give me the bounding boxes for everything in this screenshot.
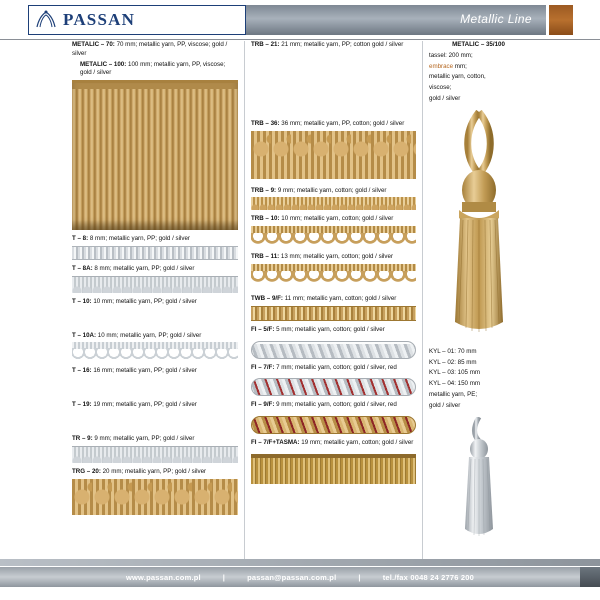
list-item bbox=[251, 41, 416, 76]
list-item bbox=[72, 298, 238, 327]
braid-silver-16mm bbox=[72, 378, 238, 396]
header-band bbox=[246, 5, 546, 35]
product-label bbox=[72, 435, 238, 444]
product-desc: 16 mm; metallic yarn, PP; gold / silver bbox=[91, 367, 197, 375]
footer-top-band bbox=[0, 559, 600, 566]
list-item bbox=[72, 367, 238, 396]
loop-braid-gold-13mm bbox=[251, 264, 416, 290]
tassel-spec-line-5: gold / silver bbox=[429, 94, 461, 102]
list-item bbox=[72, 41, 238, 230]
product-label bbox=[72, 235, 238, 244]
list-item bbox=[72, 332, 238, 363]
braid-silver-8mm bbox=[72, 246, 238, 260]
product-label bbox=[251, 41, 416, 50]
product-label bbox=[251, 253, 416, 262]
list-item bbox=[251, 215, 416, 248]
page-header bbox=[0, 0, 600, 40]
product-desc: 9 mm; metallic yarn, PP; gold / silver bbox=[92, 434, 195, 442]
page-footer bbox=[0, 559, 600, 600]
phone-text: tel./fax 0048 24 2776 200 bbox=[382, 572, 475, 582]
product-code: TRB – 9: bbox=[251, 186, 277, 194]
list-item bbox=[72, 401, 238, 430]
gimp-gold-9mm bbox=[251, 197, 416, 210]
product-label bbox=[251, 326, 416, 335]
header-band-title: Metallic Line bbox=[460, 12, 532, 26]
product-label bbox=[251, 439, 416, 448]
product-code: T – 8A: bbox=[72, 264, 93, 272]
footer-contact-bar bbox=[0, 567, 600, 587]
product-code: METALIC – 35/100 bbox=[452, 41, 505, 48]
product-columns bbox=[0, 41, 600, 559]
product-desc: 10 mm; metallic yarn, cotton; gold / silver bbox=[279, 215, 394, 223]
list-item bbox=[72, 468, 238, 515]
list-item bbox=[251, 187, 416, 211]
list-item bbox=[251, 295, 416, 321]
tassel-spec-line-4: viscose; bbox=[429, 84, 452, 92]
product-code: T – 19: bbox=[72, 401, 92, 409]
kyl-line-2: KYL – 02: 85 mm bbox=[429, 358, 477, 366]
product-code: FI – 5/F: bbox=[251, 325, 275, 333]
product-desc: 19 mm; metallic yarn, cotton; gold / silver bbox=[299, 439, 414, 447]
braid-silver-19mm bbox=[72, 412, 238, 430]
product-code: TWB – 9/F: bbox=[251, 294, 283, 302]
list-item bbox=[72, 435, 238, 463]
kyl-line-4: KYL – 04: 150 mm bbox=[429, 380, 481, 388]
column-3 bbox=[422, 41, 534, 559]
product-code: T – 10: bbox=[72, 297, 92, 305]
product-desc: 5 mm; metallic yarn, cotton; gold / silver bbox=[274, 325, 385, 333]
product-code: METALIC – 70: bbox=[72, 41, 115, 48]
braid-silver-10mm bbox=[72, 309, 238, 327]
product-desc: 20 mm; metallic yarn, PP; gold / silver bbox=[100, 467, 207, 475]
product-label bbox=[251, 401, 416, 410]
product-label bbox=[72, 367, 238, 376]
product-label bbox=[72, 332, 238, 341]
product-code-2: METALIC – 100: bbox=[80, 60, 127, 68]
header-color-square bbox=[549, 5, 573, 35]
kyl-material-2: gold / silver bbox=[429, 401, 461, 409]
product-code: TRB – 10: bbox=[251, 215, 280, 223]
column-1 bbox=[66, 41, 244, 559]
piping-cord-silver-red-7mm bbox=[251, 378, 416, 396]
product-desc: 19 mm; metallic yarn, PP; gold / silver bbox=[91, 401, 197, 409]
footer-separator-2: | bbox=[358, 572, 361, 582]
product-desc: 9 mm; metallic yarn, cotton; gold / silver bbox=[276, 186, 387, 194]
column-2 bbox=[244, 41, 422, 559]
list-item bbox=[251, 401, 416, 434]
kyl-material-1: metallic yarn, PE; bbox=[429, 390, 478, 398]
tassel-spec-line-2 bbox=[429, 63, 528, 72]
list-item bbox=[72, 265, 238, 293]
tassel-spec-line-1: tassel: 200 mm; bbox=[429, 51, 473, 59]
tassel-silver-kyl-series bbox=[429, 417, 528, 547]
embrace-link[interactable]: embrace bbox=[429, 62, 454, 70]
product-code: TRB – 11: bbox=[251, 253, 280, 261]
list-item bbox=[251, 439, 416, 484]
list-item bbox=[72, 235, 238, 260]
product-label bbox=[72, 468, 238, 477]
product-desc: 36 mm; metallic yarn, PP, cotton; gold / silver bbox=[279, 119, 405, 127]
product-code: FI – 7/F+TASMA: bbox=[251, 439, 300, 447]
product-label bbox=[251, 364, 416, 373]
product-label bbox=[251, 215, 416, 224]
tassel-spec-line-3: metallic yarn, cotton, bbox=[429, 73, 486, 81]
product-desc: 21 mm; metallic yarn, PP; cotton gold / silver bbox=[279, 41, 404, 48]
product-code: TR – 9: bbox=[72, 434, 93, 442]
floral-braid-gold-36mm bbox=[251, 131, 416, 179]
embrace-rest: mm; bbox=[453, 62, 467, 70]
product-label bbox=[72, 298, 238, 307]
product-label bbox=[251, 120, 416, 129]
list-item bbox=[251, 253, 416, 290]
email-link[interactable]: passan@passan.com.pl bbox=[247, 572, 337, 582]
list-item bbox=[251, 120, 416, 179]
product-desc: 7 mm; metallic yarn, cotton; gold / silver, red bbox=[274, 363, 397, 371]
bullion-fringe-gold bbox=[72, 80, 238, 230]
kyl-line-1: KYL – 01: 70 mm bbox=[429, 347, 477, 355]
product-desc: 70 mm; metallic yarn, PP, viscose; gold / silver bbox=[72, 41, 228, 57]
product-code: T – 16: bbox=[72, 367, 92, 375]
product-label bbox=[72, 401, 238, 410]
brand-logo-box bbox=[28, 5, 246, 35]
floral-braid-gold-21mm bbox=[251, 52, 416, 76]
floral-braid-gold-20mm bbox=[72, 479, 238, 515]
gimp-silver-8mm bbox=[72, 276, 238, 293]
footer-separator-1: | bbox=[222, 572, 226, 582]
product-label bbox=[72, 265, 238, 274]
loop-braid-silver-10mm bbox=[72, 342, 238, 362]
piping-cord-gold-red-9mm bbox=[251, 416, 416, 434]
crown-ornament-icon bbox=[35, 9, 57, 31]
product-label bbox=[251, 295, 416, 304]
product-label-secondary bbox=[72, 61, 238, 79]
product-label bbox=[251, 187, 416, 196]
product-desc: 10 mm; metallic yarn, PP; gold / silver bbox=[96, 331, 202, 339]
product-code: TRB – 36: bbox=[251, 119, 280, 127]
braid-gold-11mm bbox=[251, 306, 416, 321]
gimp-silver-9mm bbox=[72, 446, 238, 463]
product-desc: 8 mm; metallic yarn, PP; gold / silver bbox=[88, 235, 190, 243]
product-code: T – 8: bbox=[72, 235, 89, 243]
product-code: T – 10A: bbox=[72, 331, 97, 339]
loop-braid-gold-10mm bbox=[251, 226, 416, 248]
product-desc: 10 mm; metallic yarn, PP; gold / silver bbox=[91, 297, 197, 305]
product-desc-2: 100 mm; metallic yarn, PP, viscose; gold / silver bbox=[80, 60, 226, 77]
product-desc: 8 mm; metallic yarn, PP; gold / silver bbox=[92, 264, 195, 272]
product-code: FI – 9/F: bbox=[251, 401, 275, 409]
product-code: TRB – 21: bbox=[251, 41, 280, 48]
product-code: FI – 7/F: bbox=[251, 363, 275, 371]
piping-with-tape-gold-19mm bbox=[251, 454, 416, 484]
product-desc: 11 mm; metallic yarn, cotton; gold / silver bbox=[282, 294, 397, 302]
kyl-line-3: KYL – 03: 105 mm bbox=[429, 369, 481, 377]
brand-name: PASSAN bbox=[63, 10, 136, 29]
piping-cord-silver-5mm bbox=[251, 341, 416, 359]
list-item bbox=[251, 326, 416, 359]
product-code: TRG – 20: bbox=[72, 467, 101, 475]
tassel-gold-metallic-35-100 bbox=[429, 110, 528, 340]
product-desc: 13 mm; metallic yarn, cotton; gold / silver bbox=[279, 253, 394, 261]
footer-square-right bbox=[580, 567, 600, 587]
product-desc: 9 mm; metallic yarn, cotton; gold / silver, red bbox=[274, 401, 397, 409]
product-label bbox=[72, 41, 238, 59]
list-item bbox=[251, 364, 416, 397]
website-link[interactable]: www.passan.com.pl bbox=[125, 572, 201, 582]
